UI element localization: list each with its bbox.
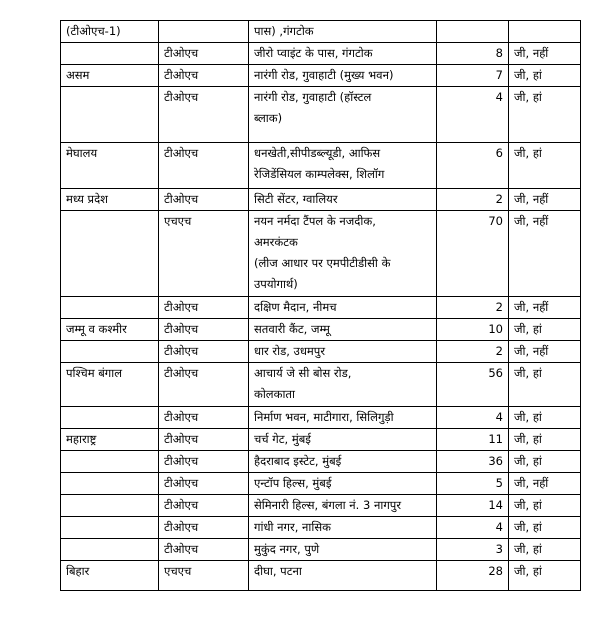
area-cell: 4: [437, 87, 509, 143]
table-row: [61, 319, 581, 341]
state-cell: बिहार: [61, 561, 159, 591]
area-cell: 56: [437, 363, 509, 407]
location-cell: [249, 65, 437, 87]
state-cell: महाराष्ट्र: [61, 429, 159, 451]
status-cell: जी, हां: [509, 495, 581, 517]
status-cell: जी, हां: [509, 539, 581, 561]
area-cell: 14: [437, 495, 509, 517]
area-cell: [437, 21, 509, 43]
table-row: [61, 189, 581, 211]
state-cell: [61, 297, 159, 319]
type-cell: टीओएच: [159, 87, 249, 143]
table-row: [61, 87, 581, 143]
type-cell: टीओएच: [159, 143, 249, 189]
table-row: [61, 363, 581, 407]
table-row: [61, 341, 581, 363]
location-line: (लीज आधार पर एमपीटीडीसी के: [254, 256, 391, 270]
location-cell: [249, 429, 437, 451]
state-cell: [61, 341, 159, 363]
location-line: सतवारी कैंट, जम्मू: [254, 322, 330, 336]
location-line: जीरो प्वाइंट के पास, गंगटोक: [254, 46, 373, 60]
location-line: ब्लाक): [254, 111, 283, 125]
type-cell: टीओएच: [159, 341, 249, 363]
state-cell: [61, 517, 159, 539]
status-cell: जी, नहीं: [509, 211, 581, 297]
state-cell: जम्मू व कश्मीर: [61, 319, 159, 341]
type-cell: एचएच: [159, 561, 249, 591]
location-cell: [249, 43, 437, 65]
status-cell: जी, नहीं: [509, 43, 581, 65]
state-cell: मेघालय: [61, 143, 159, 189]
table-row: [61, 539, 581, 561]
location-cell: [249, 495, 437, 517]
location-line: सेमिनारी हिल्स, बंगला नं. 3 नागपुर: [254, 498, 402, 512]
status-cell: जी, नहीं: [509, 297, 581, 319]
location-cell: [249, 189, 437, 211]
type-cell: [159, 21, 249, 43]
location-line: आचार्य जे सी बोस रोड,: [254, 366, 352, 380]
area-cell: 2: [437, 189, 509, 211]
location-line: गांधी नगर, नासिक: [254, 520, 331, 534]
table-row: [61, 43, 581, 65]
location-cell: [249, 561, 437, 591]
location-line: दक्षिण मैदान, नीमच: [254, 300, 337, 314]
table-row: [61, 473, 581, 495]
location-line: मुकुंद नगर, पुणे: [254, 542, 320, 556]
type-cell: टीओएच: [159, 319, 249, 341]
location-line: हैदराबाद इस्टेट, मुंबई: [254, 454, 342, 468]
table-row: [61, 561, 581, 591]
state-cell: [61, 539, 159, 561]
status-cell: जी, हां: [509, 451, 581, 473]
table-body: [61, 21, 581, 591]
status-cell: जी, हां: [509, 517, 581, 539]
table-row: [61, 517, 581, 539]
location-line: अमरकंटक: [254, 235, 298, 249]
type-cell: टीओएच: [159, 495, 249, 517]
location-cell: [249, 341, 437, 363]
type-cell: टीओएच: [159, 189, 249, 211]
state-cell: [61, 451, 159, 473]
type-cell: टीओएच: [159, 539, 249, 561]
area-cell: 70: [437, 211, 509, 297]
area-cell: 28: [437, 561, 509, 591]
location-line: दीघा, पटना: [254, 564, 302, 578]
state-cell: मध्य प्रदेश: [61, 189, 159, 211]
type-cell: टीओएच: [159, 451, 249, 473]
location-cell: [249, 319, 437, 341]
location-line: पास) ,गंगटोक: [254, 24, 314, 38]
status-cell: जी, हां: [509, 429, 581, 451]
state-cell: [61, 211, 159, 297]
status-cell: जी, नहीं: [509, 341, 581, 363]
type-cell: टीओएच: [159, 429, 249, 451]
state-cell: पश्चिम बंगाल: [61, 363, 159, 407]
state-cell: [61, 473, 159, 495]
location-line: नारंगी रोड, गुवाहाटी (मुख्य भवन): [254, 68, 394, 82]
state-cell: [61, 495, 159, 517]
type-cell: टीओएच: [159, 517, 249, 539]
location-cell: [249, 539, 437, 561]
state-cell: असम: [61, 65, 159, 87]
location-cell: [249, 451, 437, 473]
status-cell: जी, नहीं: [509, 189, 581, 211]
state-cell: [61, 43, 159, 65]
table-row: [61, 143, 581, 189]
area-cell: 4: [437, 517, 509, 539]
location-cell: [249, 473, 437, 495]
status-cell: जी, नहीं: [509, 473, 581, 495]
type-cell: टीओएच: [159, 473, 249, 495]
location-line: रेजिडेंसियल काम्पलेक्स, शिलॉग: [254, 167, 385, 181]
area-cell: 11: [437, 429, 509, 451]
area-cell: 7: [437, 65, 509, 87]
area-cell: 2: [437, 297, 509, 319]
location-line: नारंगी रोड, गुवाहाटी (हॉस्टल: [254, 90, 372, 104]
table-row: [61, 21, 581, 43]
state-cell: [61, 407, 159, 429]
status-cell: जी, हां: [509, 65, 581, 87]
location-line: कोलकाता: [254, 387, 295, 401]
area-cell: 5: [437, 473, 509, 495]
location-cell: [249, 407, 437, 429]
area-cell: 10: [437, 319, 509, 341]
type-cell: टीओएच: [159, 297, 249, 319]
type-cell: एचएच: [159, 211, 249, 297]
status-cell: [509, 21, 581, 43]
state-cell: [61, 87, 159, 143]
location-line: एन्टॉप हिल्स, मुंबई: [254, 476, 332, 490]
location-cell: [249, 363, 437, 407]
area-cell: 36: [437, 451, 509, 473]
location-line: उपयोगार्थ): [254, 277, 298, 291]
table-row: [61, 407, 581, 429]
location-line: धार रोड, उधमपुर: [254, 344, 326, 358]
state-cell: (टीओएच-1): [61, 21, 159, 43]
table-row: [61, 65, 581, 87]
type-cell: टीओएच: [159, 363, 249, 407]
status-cell: जी, हां: [509, 319, 581, 341]
guest-house-table: [60, 20, 581, 591]
table-row: [61, 451, 581, 473]
status-cell: जी, हां: [509, 561, 581, 591]
location-line: सिटी सेंटर, ग्वालियर: [254, 192, 338, 206]
location-line: चर्च गेट, मुंबई: [254, 432, 311, 446]
location-cell: [249, 297, 437, 319]
area-cell: 3: [437, 539, 509, 561]
table-row: [61, 297, 581, 319]
location-cell: [249, 21, 437, 43]
table-row: [61, 495, 581, 517]
location-cell: [249, 87, 437, 143]
table-row: [61, 211, 581, 297]
area-cell: 4: [437, 407, 509, 429]
status-cell: जी, हां: [509, 363, 581, 407]
type-cell: टीओएच: [159, 43, 249, 65]
type-cell: टीओएच: [159, 407, 249, 429]
status-cell: जी, हां: [509, 407, 581, 429]
status-cell: जी, हां: [509, 143, 581, 189]
area-cell: 8: [437, 43, 509, 65]
location-line: निर्माण भवन, माटीगारा, सिलिगुड़ी: [254, 410, 394, 424]
location-line: धनखेती,सीपीडब्ल्यूडी, आफिस: [254, 146, 381, 160]
location-cell: [249, 211, 437, 297]
table-row: [61, 429, 581, 451]
area-cell: 2: [437, 341, 509, 363]
location-line: नयन नर्मदा टैंपल के नजदीक,: [254, 214, 376, 228]
status-cell: जी, हां: [509, 87, 581, 143]
area-cell: 6: [437, 143, 509, 189]
location-cell: [249, 143, 437, 189]
type-cell: टीओएच: [159, 65, 249, 87]
location-cell: [249, 517, 437, 539]
